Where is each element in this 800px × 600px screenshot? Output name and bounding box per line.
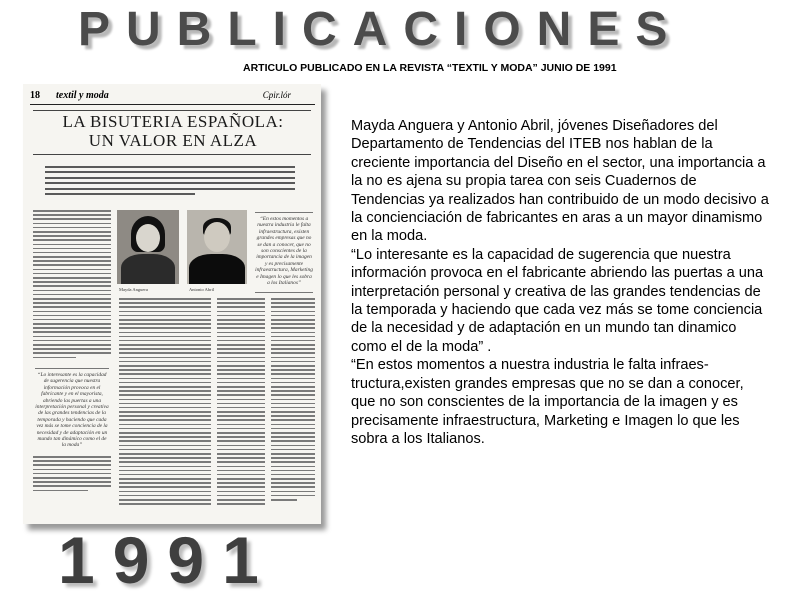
summary-paragraph-3: “En estos momentos a nuestra industria le falta infraes-tructura,existen grandes empresas que no se dan a conocer, que no son conscientes de la importancia de la imagen y es precisamente infraestructura, Marketing e Imagen lo que les sobra a los Italianos. — [351, 357, 744, 447]
article-title-line2: UN VALOR EN ALZA — [88, 131, 258, 150]
magazine-page-number: 18 — [30, 90, 40, 101]
article-column-left-top — [33, 210, 111, 361]
magazine-clipping — [23, 84, 321, 524]
photo-caption-left: Mayda Anguera — [119, 287, 148, 292]
pull-quote-left: “Lo interesante es la capacidad de sugerencia que nuestra información provoca en el fabricante y en el mayorista, abriendo las puertas a una interpretación personal y creativa de las grandes tendencias de la temporada y haciendo que cada vez más se tome conciencia de la necesidad y de adaptación en un mundo tan dinámico como el de la moda” — [35, 372, 109, 449]
pull-quote-left-rule — [35, 368, 109, 369]
article-column-left-bottom — [33, 456, 111, 494]
article-column-center — [217, 298, 265, 507]
article-lede — [45, 166, 295, 206]
article-column-right — [271, 298, 315, 503]
portrait-antonio-abril — [187, 210, 247, 284]
summary-paragraph-2: “Lo interesante es la capacidad de sugerencia que nuestra información provoca en el fabricante abriendo las puertas a una interpretación personal y creativa de las grandes tendencias de la temporada y haciendo que cada vez más se tome conciencia de la necesidad y de adaptación en un mundo tan dinamico como el de la moda” . — [351, 246, 764, 355]
portrait-mayda-anguera — [117, 210, 179, 284]
magazine-name: textil y moda — [56, 90, 109, 101]
article-title-line1: LA BISUTERIA ESPAÑOLA: — [62, 112, 284, 131]
article-summary — [351, 117, 771, 448]
title-rule-top — [33, 110, 311, 111]
title-rule-bottom — [33, 154, 311, 155]
page-title: PUBLICACIONES — [78, 3, 684, 56]
year-label: 1991 — [58, 523, 277, 597]
pull-quote-right-rule-bottom — [255, 292, 313, 293]
photo-caption-right: Antonio Abril — [189, 287, 215, 292]
pull-quote-right-rule — [255, 212, 313, 213]
summary-paragraph-1: Mayda Anguera y Antonio Abril, jóvenes Diseñadores del Departamento de Tendencias del ITEB nos hablan de la creciente importancia del Diseño en el sector, una importancia a la no es ajena su propia tarea con seis Cuadernos de Tendencias ya realizados han contribuido de un modo decisivo a la concienciación de fabricantes en aras a un mayor dinamismo en la moda. — [351, 118, 769, 245]
magazine-section: Cpir.lór — [262, 90, 291, 100]
article-column-middle — [119, 298, 211, 507]
article-title — [33, 112, 313, 150]
clipping-header — [30, 90, 315, 105]
pull-quote-right: “En estos momentos a nuestra industria le falta infraestructura, existen grandes empresas que no se dan a conocer, que no son conscientes de la importancia de la imagen y es precisamente infraestructura, Marketing e Imagen lo que les sobra a los Italianos” — [255, 216, 313, 287]
publication-subtitle: ARTICULO PUBLICADO EN LA REVISTA “TEXTIL Y MODA” JUNIO DE 1991 — [243, 62, 617, 74]
